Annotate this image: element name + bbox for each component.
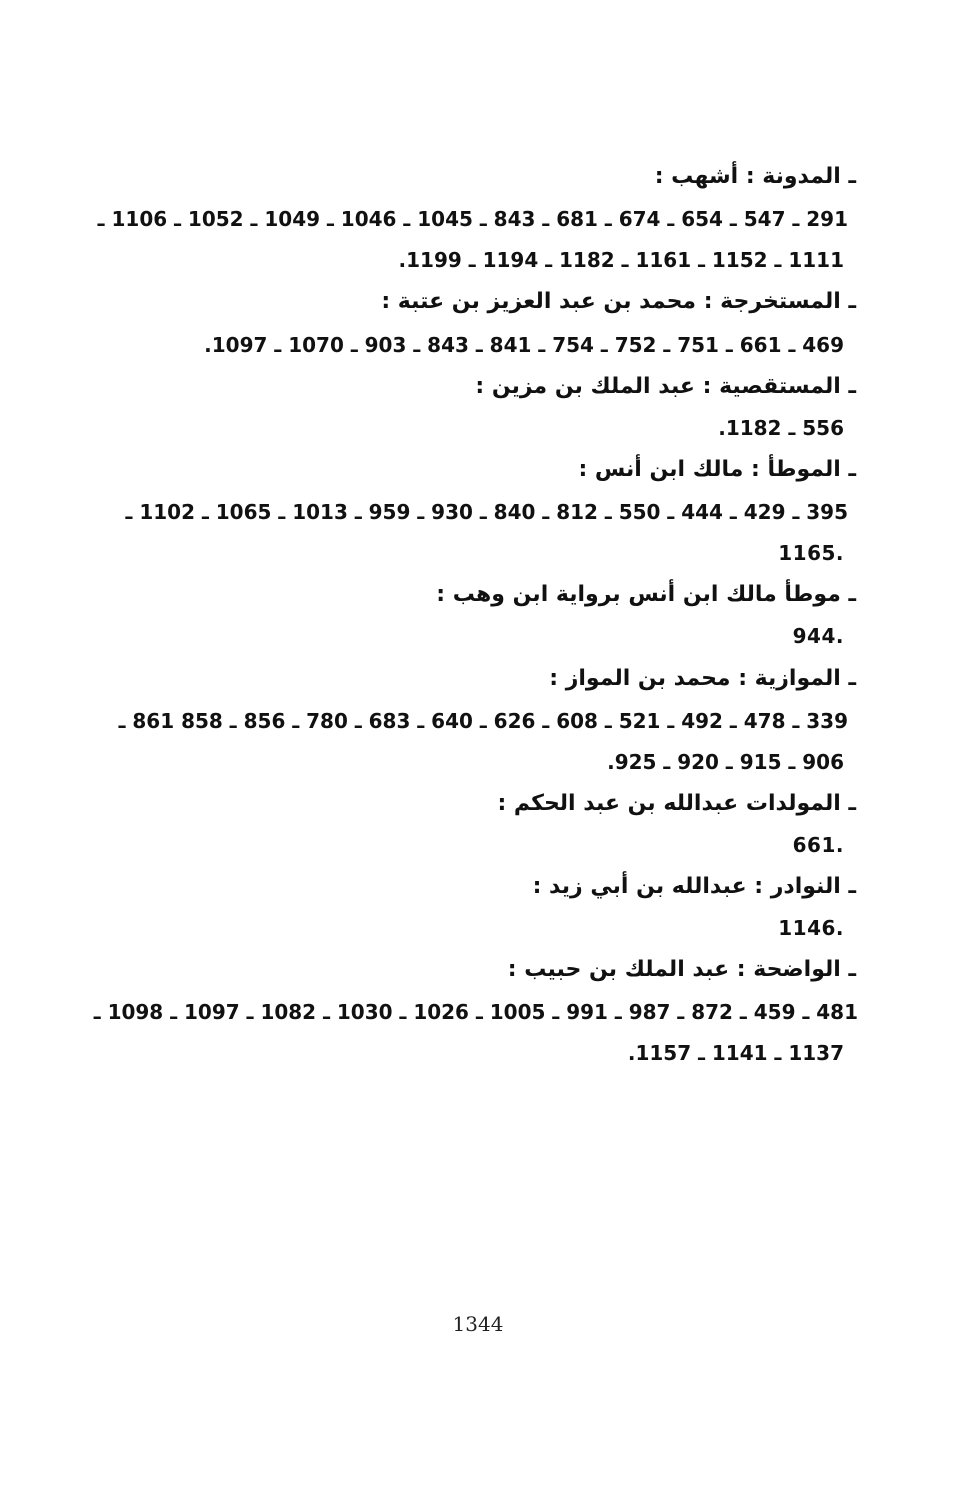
entry-numbers-line: 556 ـ 1182. — [718, 416, 844, 440]
entry-heading-nawadir: ـ النوادر : عبدالله بن أبي زيد : — [532, 874, 856, 899]
numbers-text: 291 ـ 547 ـ 654 ـ 674 ـ 681 ـ 843 ـ 1045 ـ 1046 ـ 1049 ـ 1052 ـ 1106 ـ — [97, 207, 848, 231]
entry-heading-muwatta: ـ الموطأ : مالك ابن أنس : — [578, 457, 856, 482]
entry-heading-mudawwana: ـ المدونة : أشهب : — [654, 164, 856, 189]
entry-numbers-line — [88, 707, 848, 735]
numbers-text: 395 ـ 429 ـ 444 ـ 550 ـ 812 ـ 840 ـ 930 ـ 959 ـ 1013 ـ 1065 ـ 1102 ـ — [125, 500, 848, 524]
entry-numbers-line: 944. — [792, 624, 844, 648]
entry-numbers-line — [88, 205, 848, 233]
entry-numbers-line: 1111 ـ 1152 ـ 1161 ـ 1182 ـ 1194 ـ 1199. — [398, 248, 844, 272]
page-number: 1344 — [452, 1312, 504, 1336]
entry-numbers-line: 469 ـ 661 ـ 751 ـ 752 ـ 754 ـ 841 ـ 843 ـ 903 ـ 1070 ـ 1097. — [204, 333, 844, 357]
entry-numbers-line: 1165. — [778, 541, 844, 565]
entry-numbers-line: 661. — [792, 833, 844, 857]
entry-heading-mustakhraja: ـ المستخرجة : محمد بن عبد العزيز بن عتبة : — [381, 289, 856, 314]
entry-heading-muwalladat: ـ المولدات عبدالله بن عبد الحكم : — [497, 791, 856, 816]
entry-heading-mawwaziya: ـ الموازية : محمد بن المواز : — [549, 666, 856, 691]
entry-numbers-line: 1146. — [778, 916, 844, 940]
entry-heading-wadiha: ـ الواضحة : عبد الملك بن حبيب : — [507, 957, 856, 982]
entry-numbers-line: 906 ـ 915 ـ 920 ـ 925. — [607, 750, 844, 774]
entry-numbers-line: 1137 ـ 1141 ـ 1157. — [627, 1041, 844, 1065]
entry-heading-mustaqsiya: ـ المستقصية : عبد الملك بن مزين : — [475, 374, 856, 399]
entry-numbers-line — [88, 998, 858, 1026]
numbers-text: 481 ـ 459 ـ 872 ـ 987 ـ 991 ـ 1005 ـ 1026 ـ 1030 ـ 1082 ـ 1097 ـ 1098 ـ — [93, 1000, 858, 1024]
entry-heading-muwatta-ibn-wahb: ـ موطأ مالك ابن أنس برواية ابن وهب : — [436, 582, 856, 607]
entry-numbers-line — [88, 498, 848, 526]
numbers-text: 339 ـ 478 ـ 492 ـ 521 ـ 608 ـ 626 ـ 640 ـ 683 ـ 780 ـ 856 ـ 858 861 ـ — [118, 709, 848, 733]
